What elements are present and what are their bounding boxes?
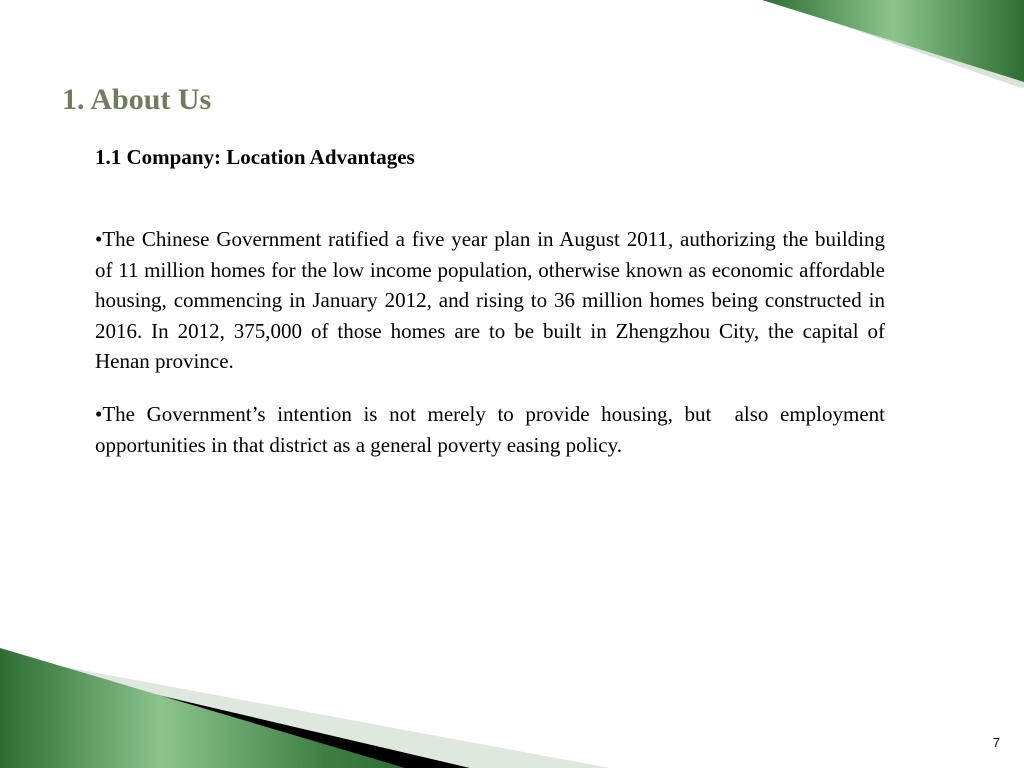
slide-body [95,224,891,460]
paragraph-government-intention: •The Government’s intention is not merely to provide housing, but also employment opportunities in that district as a general poverty easing policy. [95,401,891,457]
top-right-swoosh [762,0,1024,82]
bottom-green-swoosh [0,648,405,768]
section-subtitle: 1.1 Company: Location Advantages [95,145,415,169]
page-number: 7 [992,735,1000,750]
slide-title: 1. About Us [62,83,212,116]
paragraph-five-year-plan: •The Chinese Government ratified a five year plan in August 2011, authorizing the building of 11 million homes for the low income population, otherwise known as economic affordable housing, commencing in January 2012, and rising to 36 million homes being constructed in 2016. In 2012, 375,000 of those homes are to be built in Zhengzhou City, the capital of Henan province. [95,227,891,374]
